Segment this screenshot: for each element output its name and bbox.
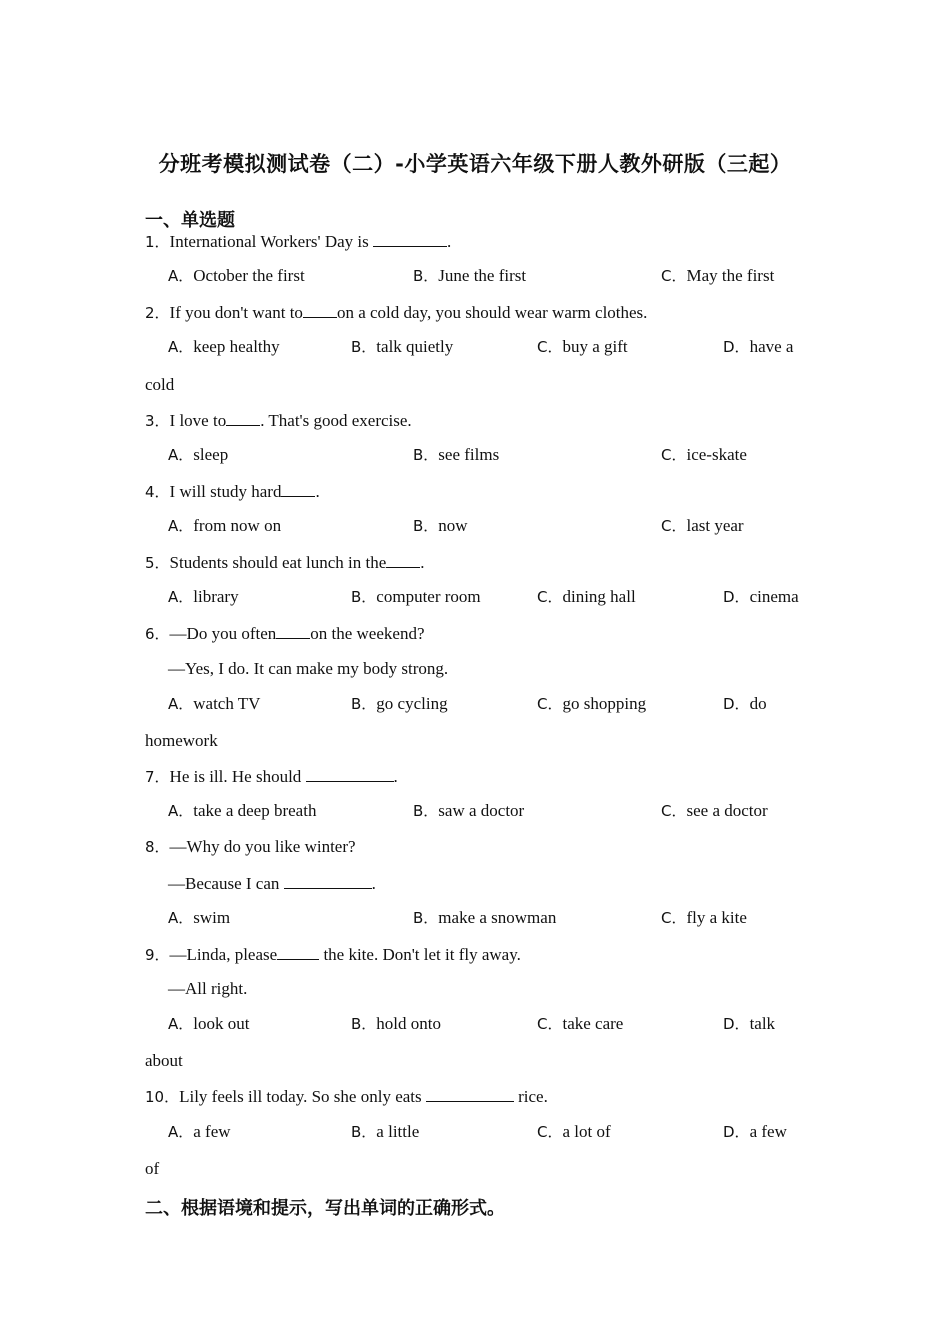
option-c[interactable]: C．go shopping <box>537 694 647 713</box>
answer-blank[interactable] <box>373 231 447 247</box>
option-d[interactable]: D．cinema <box>723 587 799 606</box>
option-b[interactable]: B．now <box>413 516 468 535</box>
option-c[interactable]: C．last year <box>661 516 744 535</box>
question-6-reply: —Yes, I do. It can make my body strong. <box>168 659 449 678</box>
page-title: 分班考模拟测试卷（二）-小学英语六年级下册人教外研版（三起） <box>158 152 792 176</box>
option-c[interactable]: C．take care <box>537 1014 624 1033</box>
option-a[interactable]: A．look out <box>168 1014 250 1033</box>
answer-blank[interactable] <box>303 302 337 318</box>
question-9: 9．—Linda, please the kite. Don't let it fly away. <box>145 945 521 964</box>
option-a[interactable]: A．keep healthy <box>168 337 280 356</box>
option-d-wrap: of <box>145 1159 160 1178</box>
question-1: 1．International Workers' Day is . <box>145 232 452 251</box>
question-2: 2．If you don't want to on a cold day, you should wear warm clothes. <box>145 303 648 322</box>
option-b[interactable]: B．a little <box>351 1122 420 1141</box>
question-4: 4．I will study hard . <box>145 482 320 501</box>
option-a[interactable]: A．a few <box>168 1122 231 1141</box>
answer-blank[interactable] <box>386 552 420 568</box>
answer-blank[interactable] <box>284 873 372 889</box>
option-d[interactable]: D．a few <box>723 1122 787 1141</box>
option-b[interactable]: B．June the first <box>413 266 527 285</box>
answer-blank[interactable] <box>226 410 260 426</box>
option-d[interactable]: D．do <box>723 694 767 713</box>
question-10: 10．Lily feels ill today. So she only eats rice. <box>145 1087 548 1106</box>
answer-blank[interactable] <box>276 623 310 639</box>
question-9-reply: —All right. <box>168 979 248 998</box>
option-c[interactable]: C．dining hall <box>537 587 636 606</box>
option-b[interactable]: B．see films <box>413 445 500 464</box>
option-a[interactable]: A．sleep <box>168 445 229 464</box>
question-8: 8．—Why do you like winter? <box>145 837 356 856</box>
option-c[interactable]: C．buy a gift <box>537 337 628 356</box>
option-a[interactable]: A．October the first <box>168 266 305 285</box>
answer-blank[interactable] <box>281 481 315 497</box>
option-a[interactable]: A．watch TV <box>168 694 261 713</box>
option-d[interactable]: D．talk <box>723 1014 776 1033</box>
question-7: 7．He is ill. He should . <box>145 767 398 786</box>
option-a[interactable]: A．from now on <box>168 516 282 535</box>
option-b[interactable]: B．hold onto <box>351 1014 441 1033</box>
question-8-reply: —Because I can . <box>168 874 376 893</box>
option-c[interactable]: C．see a doctor <box>661 801 768 820</box>
answer-blank[interactable] <box>426 1086 514 1102</box>
option-a[interactable]: A．library <box>168 587 239 606</box>
option-c[interactable]: C．fly a kite <box>661 908 747 927</box>
option-b[interactable]: B．saw a doctor <box>413 801 525 820</box>
answer-blank[interactable] <box>306 766 394 782</box>
option-b[interactable]: B．computer room <box>351 587 481 606</box>
option-d-wrap: cold <box>145 375 175 394</box>
option-c[interactable]: C．a lot of <box>537 1122 611 1141</box>
option-b[interactable]: B．talk quietly <box>351 337 454 356</box>
option-d[interactable]: D．have a <box>723 337 794 356</box>
option-a[interactable]: A．swim <box>168 908 231 927</box>
section-heading-multiple-choice: 一、单选题 <box>145 210 235 231</box>
option-d-wrap: homework <box>145 731 218 750</box>
question-5: 5．Students should eat lunch in the . <box>145 553 425 572</box>
question-3: 3．I love to . That's good exercise. <box>145 411 412 430</box>
option-b[interactable]: B．make a snowman <box>413 908 557 927</box>
question-6: 6．—Do you often on the weekend? <box>145 624 425 643</box>
answer-blank[interactable] <box>277 944 319 960</box>
option-b[interactable]: B．go cycling <box>351 694 448 713</box>
section-heading-word-forms: 二、根据语境和提示，写出单词的正确形式。 <box>145 1198 505 1219</box>
option-c[interactable]: C．May the first <box>661 266 775 285</box>
option-d-wrap: about <box>145 1051 183 1070</box>
option-c[interactable]: C．ice-skate <box>661 445 747 464</box>
option-a[interactable]: A．take a deep breath <box>168 801 317 820</box>
